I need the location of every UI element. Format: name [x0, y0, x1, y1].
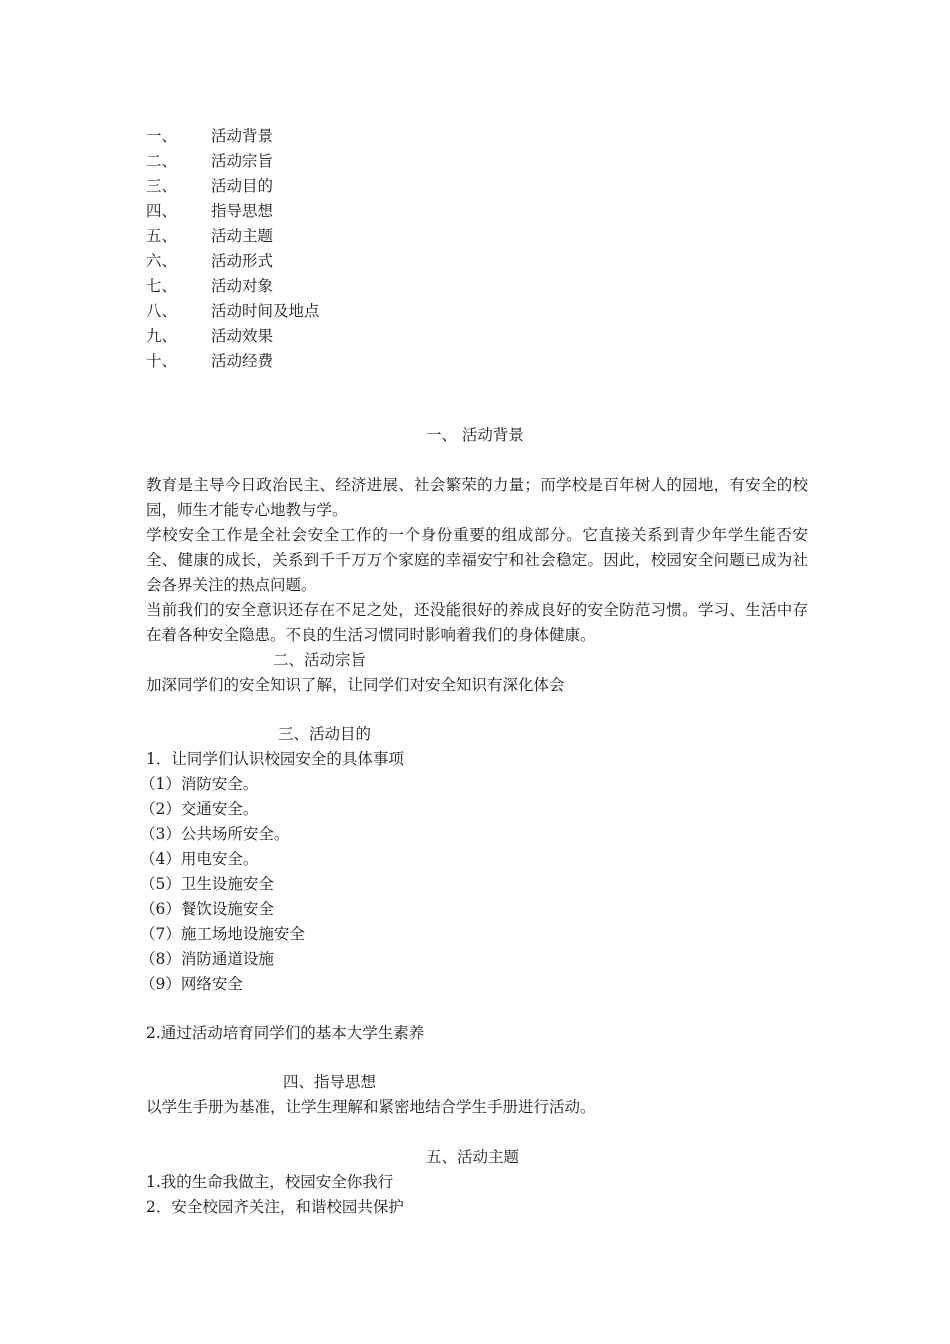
goal-item: 2.通过活动培育同学们的基本大学生素养: [146, 1024, 425, 1042]
goal-subitem: （4）用电安全。: [140, 850, 259, 868]
guidance-text: 以学生手册为基准，让学生理解和紧密地结合学生手册进行活动。: [146, 1098, 596, 1116]
section-heading-background: 一、 活动背景: [426, 426, 524, 444]
background-paragraph: 学校安全工作是全社会安全工作的一个身份重要的组成部分。它直接关系到青少年学生能否安全、健康的成长，关系到千千万万个家庭的幸福安宁和社会稳定。因此，校园安全问题已成为社会各界关注的热点问题。: [146, 526, 808, 594]
toc-number: 一、: [146, 127, 178, 145]
toc-number: 十、: [146, 352, 178, 370]
goal-subitem: （3）公共场所安全。: [140, 825, 290, 843]
background-paragraph: 教育是主导今日政治民主、经济进展、社会繁荣的力量；而学校是百年树人的园地，有安全的校园，师生才能专心地教与学。: [146, 476, 808, 519]
toc-item: [146, 249, 320, 274]
toc-label: 活动宗旨: [211, 152, 274, 170]
toc-number: 六、: [146, 252, 178, 270]
goal-subitem: （2）交通安全。: [140, 800, 259, 818]
toc-item: [146, 149, 320, 174]
theme-item: 2．安全校园齐关注，和谐校园共保护: [146, 1198, 404, 1216]
goal-subitem: （6）餐饮设施安全: [140, 900, 274, 918]
section-heading-guidance: 四、指导思想: [283, 1073, 377, 1091]
toc-label: 活动形式: [211, 252, 274, 270]
toc-label: 指导思想: [211, 202, 274, 220]
toc-label: 活动经费: [211, 352, 274, 370]
background-paragraph: 当前我们的安全意识还存在不足之处，还没能很好的养成良好的安全防范习惯。学习、生活中存在着各种安全隐患。不良的生活习惯同时影响着我们的身体健康。: [146, 601, 808, 644]
toc-label: 活动目的: [211, 177, 274, 195]
toc-item: [146, 274, 320, 299]
toc-item: [146, 324, 320, 349]
purpose-text: 加深同学们的安全知识了解，让同学们对安全知识有深化体会: [146, 676, 565, 694]
toc-item: [146, 299, 320, 324]
toc-item: [146, 124, 320, 149]
goal-subitem: （7）施工场地设施安全: [140, 925, 305, 943]
toc-label: 活动对象: [211, 277, 274, 295]
toc-item: [146, 349, 320, 374]
toc-number: 三、: [146, 177, 178, 195]
toc-item: [146, 224, 320, 249]
toc-number: 四、: [146, 202, 178, 220]
goal-subitem: （8）消防通道设施: [140, 950, 274, 968]
toc-number: 七、: [146, 277, 178, 295]
section-heading-theme: 五、活动主题: [426, 1148, 520, 1166]
goal-item: 1．让同学们认识校园安全的具体事项: [146, 750, 404, 768]
toc-item: [146, 199, 320, 224]
theme-item: 1.我的生命我做主，校园安全你我行: [146, 1173, 394, 1191]
toc-label: 活动时间及地点: [211, 302, 320, 320]
section-heading-purpose: 二、活动宗旨: [273, 651, 367, 669]
toc-number: 五、: [146, 227, 178, 245]
toc-label: 活动背景: [211, 127, 274, 145]
toc-number: 八、: [146, 302, 178, 320]
table-of-contents: [146, 124, 320, 374]
toc-item: [146, 174, 320, 199]
goal-subitem: （5）卫生设施安全: [140, 875, 274, 893]
toc-label: 活动效果: [211, 327, 274, 345]
toc-label: 活动主题: [211, 227, 274, 245]
goal-subitem: （9）网络安全: [140, 975, 243, 993]
toc-number: 二、: [146, 152, 178, 170]
goal-subitem: （1）消防安全。: [140, 775, 259, 793]
toc-number: 九、: [146, 327, 178, 345]
section-heading-goals: 三、活动目的: [278, 725, 372, 743]
